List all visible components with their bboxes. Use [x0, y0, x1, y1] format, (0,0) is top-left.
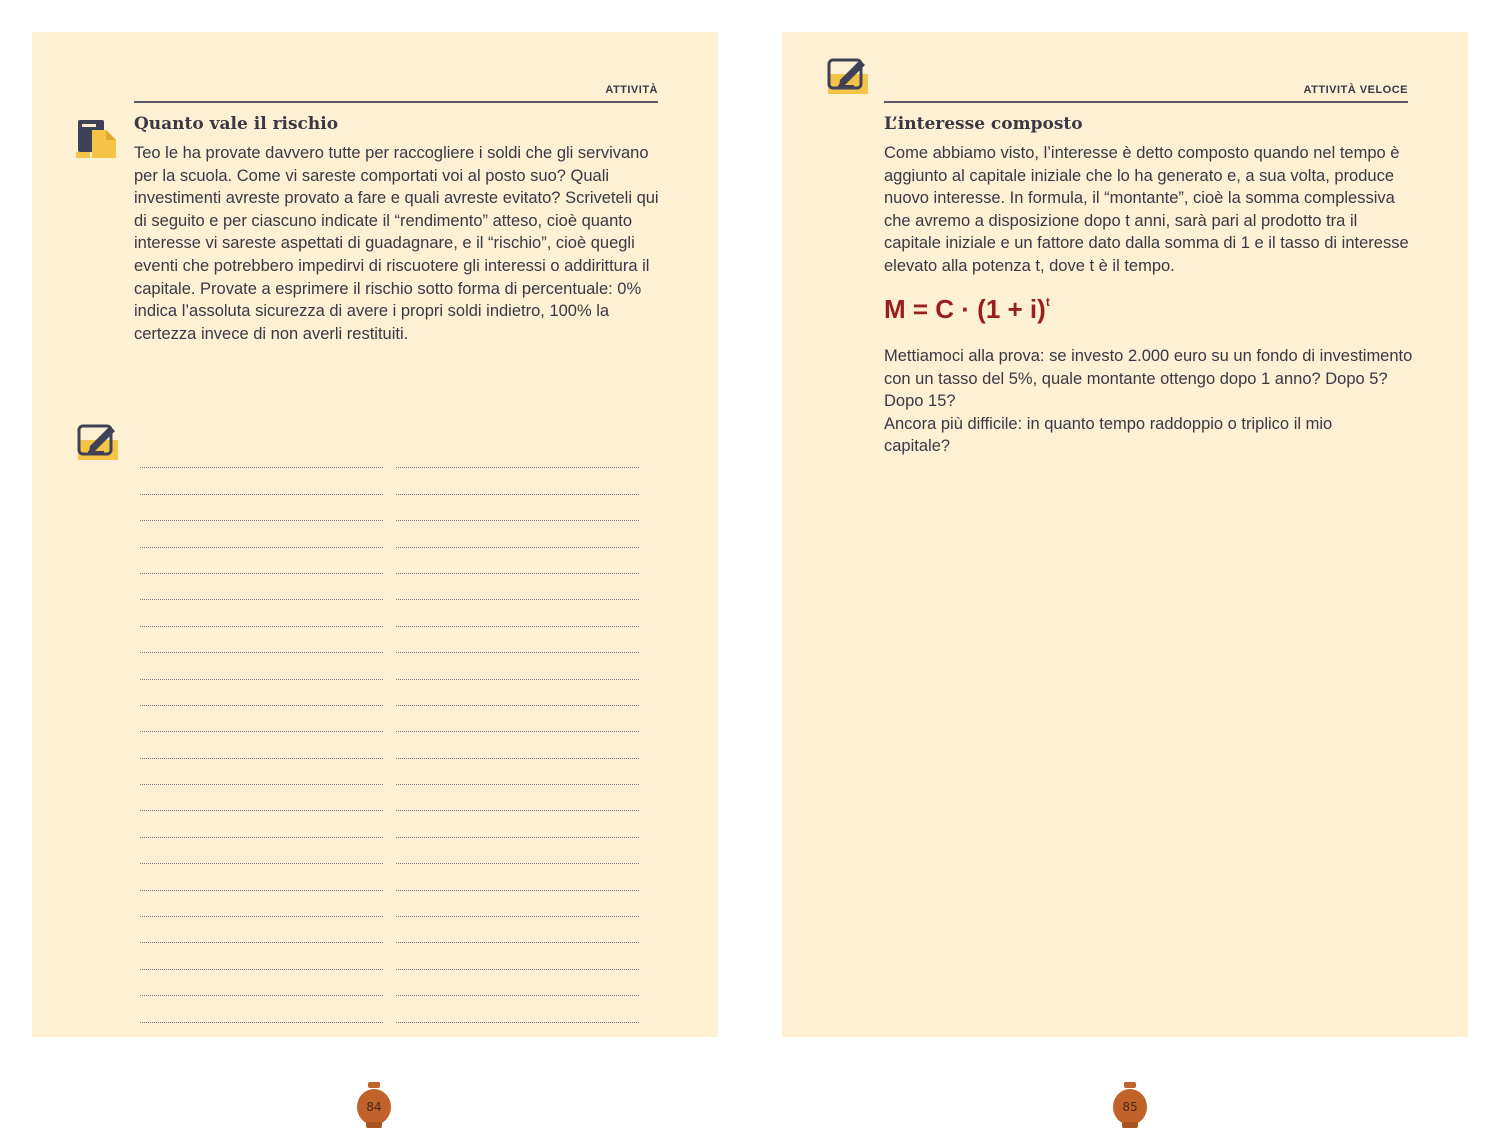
section-label: ATTIVITÀ [605, 84, 658, 96]
header-rule [134, 101, 658, 103]
writing-line[interactable] [396, 600, 639, 626]
writing-line[interactable] [140, 864, 383, 890]
left-page [32, 32, 718, 1114]
writing-line[interactable] [396, 838, 639, 864]
writing-line[interactable] [396, 706, 639, 732]
writing-line[interactable] [140, 600, 383, 626]
activity-body: Teo le ha provate davvero tutte per raccogliere i soldi che gli servivano per la scuola. Come vi sareste comportati voi al posto suo? Quali investimenti avreste provato a fare e quali avreste evitato? Scriveteli qui di seguito e per ciascuno indicate il “rendimento” atteso, cioè quanto interesse vi sareste aspettati di guadagnare, e il “rischio”, cioè quegli eventi che potrebbero impedirvi di riscuotere gli interessi o addirittura il capitale. Provate a esprimere il rischio sotto forma di percentuale: 0% indica l’assoluta sicurezza di avere i propri soldi indietro, 100% la certezza invece di non averli restituiti. [134, 144, 659, 343]
compound-interest-formula [884, 294, 1050, 325]
writing-line[interactable] [396, 891, 639, 917]
writing-line[interactable] [396, 468, 639, 494]
writing-line[interactable] [396, 548, 639, 574]
writing-line[interactable] [396, 653, 639, 679]
writing-line[interactable] [140, 996, 383, 1022]
intro-text: Come abbiamo visto, l’interesse è detto composto quando nel tempo è aggiunto al capitale iniziale che lo ha generato e, a sua volta, produce nuovo interesse. In formula, il “montante”, cioè la somma complessiva che avremo a disposizione dopo t anni, sarà pari al prodotto tra il capitale iniziale e un fattore dato dalla somma di 1 e il tasso di interesse elevato alla potenza t, dove t è il tempo. [884, 144, 1409, 275]
page-number-badge [354, 1080, 394, 1130]
activity-heading: L’interesse composto [884, 114, 1083, 134]
writing-line[interactable] [396, 521, 639, 547]
writing-line[interactable] [396, 811, 639, 837]
writing-line[interactable] [140, 653, 383, 679]
writing-line[interactable] [140, 943, 383, 969]
writing-line[interactable] [396, 864, 639, 890]
writing-line[interactable] [140, 732, 383, 758]
writing-line[interactable] [140, 442, 383, 468]
documents-icon [76, 116, 120, 160]
writing-line[interactable] [396, 996, 639, 1022]
section-label: ATTIVITÀ VELOCE [1303, 84, 1408, 96]
exercise-text [884, 345, 1414, 458]
writing-line[interactable] [396, 574, 639, 600]
writing-line[interactable] [140, 811, 383, 837]
writing-line[interactable] [396, 627, 639, 653]
exercise-question: Mettiamoci alla prova: se investo 2.000 euro su un fondo di investimento con un tasso del 5%, quale montante ottengo dopo 1 anno? Dopo 5? Dopo 15? [884, 347, 1413, 411]
formula-main: M = C · (1 + i) [884, 294, 1046, 324]
writing-line[interactable] [140, 521, 383, 547]
writing-line[interactable] [140, 785, 383, 811]
writing-line[interactable] [140, 495, 383, 521]
writing-line[interactable] [396, 917, 639, 943]
writing-line[interactable] [396, 680, 639, 706]
writing-line[interactable] [140, 680, 383, 706]
page-number: 84 [366, 1100, 382, 1114]
writing-line[interactable] [140, 917, 383, 943]
edit-pencil-icon [826, 54, 870, 98]
writing-line[interactable] [396, 785, 639, 811]
page-number: 85 [1122, 1100, 1138, 1114]
writing-line[interactable] [140, 891, 383, 917]
writing-line[interactable] [140, 574, 383, 600]
writing-lines[interactable] [140, 442, 639, 1023]
writing-line[interactable] [396, 732, 639, 758]
writing-line[interactable] [140, 838, 383, 864]
writing-line[interactable] [396, 943, 639, 969]
page-number-badge [1110, 1080, 1150, 1130]
writing-line[interactable] [140, 970, 383, 996]
writing-line[interactable] [396, 970, 639, 996]
formula-exponent: t [1045, 295, 1050, 309]
writing-line[interactable] [140, 627, 383, 653]
writing-line[interactable] [140, 468, 383, 494]
writing-line[interactable] [396, 759, 639, 785]
right-page [782, 32, 1468, 1114]
exercise-challenge: Ancora più difficile: in quanto tempo raddoppio o triplico il mio capitale? [884, 414, 1333, 456]
activity-heading: Quanto vale il rischio [134, 114, 339, 134]
edit-pencil-icon [76, 420, 120, 464]
writing-line[interactable] [140, 759, 383, 785]
writing-line[interactable] [140, 548, 383, 574]
writing-line[interactable] [396, 442, 639, 468]
writing-line[interactable] [140, 706, 383, 732]
writing-line[interactable] [396, 495, 639, 521]
header-rule [884, 101, 1408, 103]
